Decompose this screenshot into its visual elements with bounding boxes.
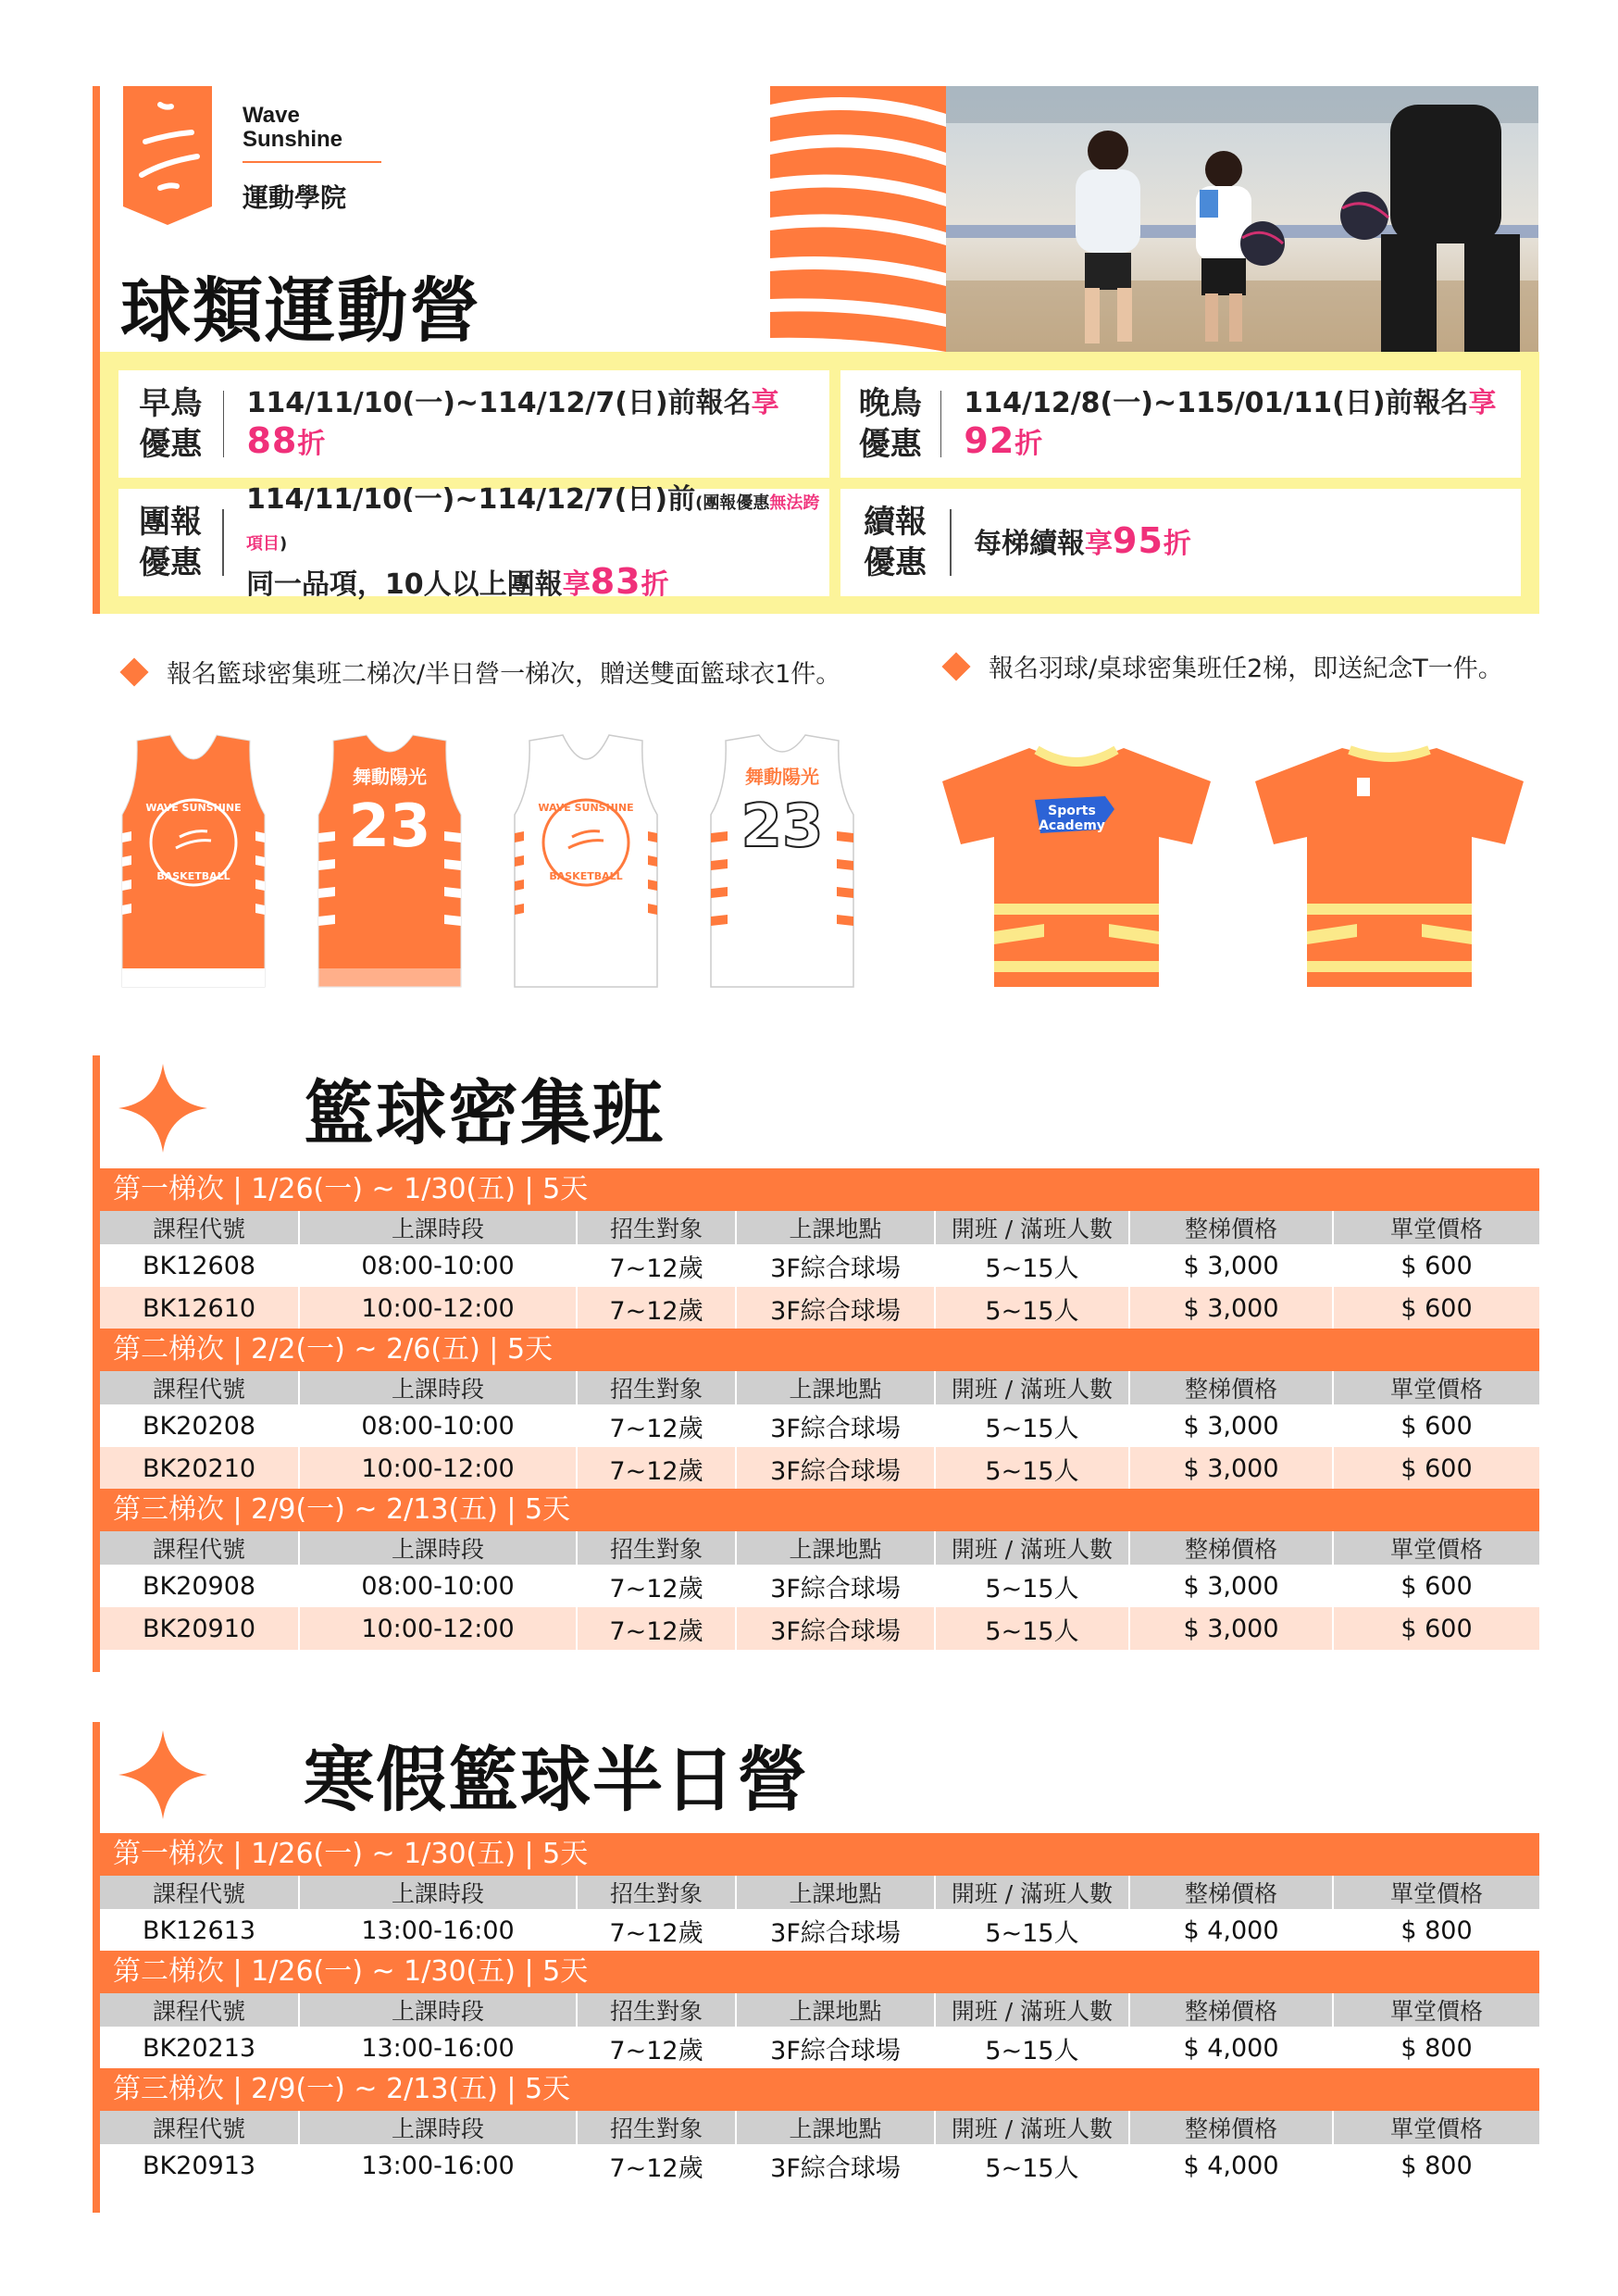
schedule-table: [100, 1211, 1539, 1329]
brand-name: [243, 104, 342, 152]
tshirt-text-line1: Sports: [1048, 804, 1096, 818]
table-cell: 7~12歲: [577, 2027, 736, 2069]
diamond-bullet-icon: [119, 657, 148, 686]
table-cell: $ 3,000: [1129, 1447, 1333, 1490]
table-cell: $ 3,000: [1129, 1565, 1333, 1607]
promo-group-note-close: ): [279, 534, 288, 554]
column-header: 上課地點: [736, 1993, 935, 2027]
column-header: 開班 / 滿班人數: [935, 1531, 1129, 1565]
table-cell: 3F綜合球場: [736, 2144, 935, 2187]
table-row: [100, 1287, 1539, 1329]
promo-group-dates: 114/11/10(一)~114/12/7(日)前: [245, 483, 696, 516]
table-cell: BK12610: [100, 1287, 299, 1329]
table-cell: 5~15人: [935, 1244, 1129, 1287]
promo-group-deal-number: 83: [590, 561, 641, 602]
section-accent-bar: [93, 1722, 100, 2213]
column-header: 開班 / 滿班人數: [935, 1371, 1129, 1404]
table-cell: 5~15人: [935, 1909, 1129, 1952]
table-cell: $ 600: [1333, 1244, 1539, 1287]
table-cell: 5~15人: [935, 1287, 1129, 1329]
gift-note-tshirt-text: 報名羽球/桌球密集班任2梯，即送紀念T一件。: [989, 655, 1503, 683]
column-header: 課程代號: [100, 1531, 299, 1565]
column-header: 整梯價格: [1129, 1993, 1333, 2027]
intensive-section-title: 籃球密集班: [304, 1072, 665, 1154]
column-header: 單堂價格: [1333, 1531, 1539, 1565]
table-cell: 13:00-16:00: [299, 1909, 577, 1952]
table-cell: 5~15人: [935, 1447, 1129, 1490]
promo-late-label-line1: 晚鳥: [858, 385, 922, 422]
brand-name-line1: Wave: [243, 103, 300, 128]
promo-late-bird: [840, 370, 1521, 478]
promo-divider: [222, 509, 224, 576]
table-cell: $ 4,000: [1129, 2027, 1333, 2069]
table-row: [100, 1244, 1539, 1287]
column-header: 上課地點: [736, 1876, 935, 1909]
promo-renew-text: [974, 522, 1191, 563]
table-cell: $ 800: [1333, 1909, 1539, 1952]
column-header: 上課時段: [299, 1876, 577, 1909]
jersey-number: 23: [741, 792, 824, 861]
halfday-section-title: 寒假籃球半日營: [304, 1739, 809, 1821]
intensive-section-heading: [118, 1057, 665, 1158]
table-header-row: [100, 1993, 1539, 2027]
wave-sunshine-logo: [123, 86, 212, 225]
column-header: 招生對象: [577, 1211, 736, 1244]
table-cell: 7~12歲: [577, 1909, 736, 1952]
table-header-row: [100, 1371, 1539, 1404]
column-header: 上課時段: [299, 1531, 577, 1565]
table-cell: 08:00-10:00: [299, 1404, 577, 1447]
schedule-table: [100, 1531, 1539, 1650]
table-cell: $ 4,000: [1129, 1909, 1333, 1952]
decorative-wave-pattern: [770, 86, 946, 352]
promo-group-note-open: (團報優惠: [695, 493, 770, 513]
promo-divider: [950, 509, 952, 576]
jersey-logo-bottom-text: BASKETBALL: [549, 870, 623, 882]
table-cell: 13:00-16:00: [299, 2027, 577, 2069]
table-cell: $ 600: [1333, 1404, 1539, 1447]
column-header: 上課時段: [299, 1993, 577, 2027]
jersey-white-back: [707, 731, 857, 991]
promo-group-label-line2: 優惠: [139, 544, 203, 581]
table-cell: $ 600: [1333, 1287, 1539, 1329]
column-header: 上課時段: [299, 1371, 577, 1404]
promo-renew-condition: 每梯續報: [974, 528, 1085, 560]
jersey-orange-front: [118, 731, 268, 991]
schedule-table: [100, 1371, 1539, 1490]
jersey-logo-top-text: WAVE SUNSHINE: [538, 802, 634, 814]
column-header: 整梯價格: [1129, 1876, 1333, 1909]
halfday-section-heading: [118, 1724, 809, 1825]
table-cell: $ 600: [1333, 1565, 1539, 1607]
table-cell: $ 600: [1333, 1607, 1539, 1650]
brand-divider: [243, 161, 381, 163]
promo-renew-label-line1: 續報: [864, 504, 927, 541]
promo-divider: [940, 391, 942, 457]
column-header: 上課時段: [299, 1211, 577, 1244]
table-row: [100, 1909, 1539, 1952]
promo-group-condition: 同一品項，10人以上團報: [245, 568, 563, 601]
promo-early-deal-suffix: 折: [297, 428, 326, 460]
table-cell: 10:00-12:00: [299, 1607, 577, 1650]
column-header: 整梯價格: [1129, 1531, 1333, 1565]
diamond-bullet-icon: [941, 652, 970, 680]
column-header: 招生對象: [577, 1371, 736, 1404]
promo-late-dates: 114/12/8(一)~115/01/11(日)前報名: [964, 387, 1469, 419]
table-cell: 5~15人: [935, 2144, 1129, 2187]
column-header: 開班 / 滿班人數: [935, 1211, 1129, 1244]
promo-renew-deal-prefix: 享: [1085, 528, 1113, 560]
table-cell: 7~12歲: [577, 1565, 736, 1607]
table-row: [100, 1404, 1539, 1447]
promo-early-label-line2: 優惠: [139, 426, 203, 463]
promo-late-label-line2: 優惠: [858, 426, 922, 463]
table-cell: 5~15人: [935, 1565, 1129, 1607]
promo-group-label-line1: 團報: [139, 504, 203, 541]
promo-renew-label: [840, 502, 950, 583]
promo-group-deal-suffix: 折: [641, 568, 669, 601]
promo-late-deal-suffix: 折: [1014, 428, 1043, 460]
promo-group-label: [118, 502, 222, 583]
table-cell: 3F綜合球場: [736, 1565, 935, 1607]
table-header-row: [100, 1876, 1539, 1909]
gift-note-basketball: [124, 654, 840, 690]
schedule-table: [100, 2111, 1539, 2187]
page-title: 球類運動營: [120, 269, 481, 352]
column-header: 開班 / 滿班人數: [935, 2111, 1129, 2144]
table-cell: BK20210: [100, 1447, 299, 1490]
column-header: 開班 / 滿班人數: [935, 1993, 1129, 2027]
table-cell: 7~12歲: [577, 2144, 736, 2187]
promo-early-label: [118, 383, 223, 465]
table-cell: $ 4,000: [1129, 2144, 1333, 2187]
table-cell: BK20213: [100, 2027, 299, 2069]
column-header: 單堂價格: [1333, 1211, 1539, 1244]
column-header: 上課地點: [736, 2111, 935, 2144]
table-row: [100, 1447, 1539, 1490]
promo-group-deal-prefix: 享: [562, 568, 591, 601]
promo-early-bird: [118, 370, 829, 478]
table-cell: $ 3,000: [1129, 1244, 1333, 1287]
batch-title-bar: 第二梯次 | 1/26(一) ~ 1/30(五) | 5天: [100, 1951, 1539, 1993]
table-cell: 3F綜合球場: [736, 1244, 935, 1287]
table-cell: 7~12歲: [577, 1447, 736, 1490]
promo-early-dates: 114/11/10(一)~114/12/7(日)前報名: [246, 387, 752, 419]
table-row: [100, 2027, 1539, 2069]
column-header: 上課地點: [736, 1531, 935, 1565]
table-cell: 3F綜合球場: [736, 1909, 935, 1952]
promo-group-line1: [246, 481, 829, 563]
table-header-row: [100, 2111, 1539, 2144]
table-cell: BK12608: [100, 1244, 299, 1287]
promo-late-text: [964, 385, 1521, 463]
table-row: [100, 1607, 1539, 1650]
promo-divider: [223, 391, 225, 457]
tshirt-back: [1246, 741, 1533, 991]
promo-group-note-highlight: 無法跨項目: [245, 493, 820, 554]
promo-late-label: [840, 383, 940, 465]
column-header: 課程代號: [100, 1993, 299, 2027]
column-header: 招生對象: [577, 1876, 736, 1909]
column-header: 整梯價格: [1129, 1211, 1333, 1244]
column-header: 單堂價格: [1333, 1371, 1539, 1404]
promo-renew-deal-number: 95: [1113, 520, 1164, 561]
table-row: [100, 1565, 1539, 1607]
table-cell: 08:00-10:00: [299, 1244, 577, 1287]
table-cell: 5~15人: [935, 2027, 1129, 2069]
promo-group-text: [246, 481, 829, 604]
jersey-chinese-name: 舞動陽光: [353, 766, 427, 788]
table-cell: $ 800: [1333, 2027, 1539, 2069]
schedule-table: [100, 1876, 1539, 1952]
table-cell: BK20208: [100, 1404, 299, 1447]
table-row: [100, 2144, 1539, 2187]
four-point-star-icon: [118, 1064, 207, 1153]
table-cell: 13:00-16:00: [299, 2144, 577, 2187]
jersey-logo-top-text: WAVE SUNSHINE: [145, 802, 242, 814]
header-accent-bar: [93, 86, 100, 614]
gift-note-tshirt: [946, 648, 1503, 684]
promo-group: [118, 483, 829, 602]
table-cell: 10:00-12:00: [299, 1447, 577, 1490]
jersey-number: 23: [348, 792, 431, 861]
table-cell: $ 600: [1333, 1447, 1539, 1490]
promo-late-deal-number: 92: [964, 420, 1015, 461]
batch-title-bar: 第一梯次 | 1/26(一) ~ 1/30(五) | 5天: [100, 1833, 1539, 1876]
jersey-white-front: [511, 731, 661, 991]
promo-late-deal-prefix: 享: [1468, 387, 1497, 419]
column-header: 課程代號: [100, 1371, 299, 1404]
table-cell: 7~12歲: [577, 1404, 736, 1447]
table-cell: 7~12歲: [577, 1607, 736, 1650]
table-cell: 3F綜合球場: [736, 2027, 935, 2069]
table-cell: 7~12歲: [577, 1287, 736, 1329]
column-header: 整梯價格: [1129, 2111, 1333, 2144]
table-cell: $ 800: [1333, 2144, 1539, 2187]
four-point-star-icon: [118, 1730, 207, 1819]
jersey-logo-bottom-text: BASKETBALL: [156, 870, 230, 882]
promo-renew-deal-suffix: 折: [1163, 528, 1191, 560]
column-header: 單堂價格: [1333, 1876, 1539, 1909]
gift-note-basketball-text: 報名籃球密集班二梯次/半日營一梯次，贈送雙面籃球衣1件。: [167, 660, 841, 689]
batch-title-bar: 第一梯次 | 1/26(一) ~ 1/30(五) | 5天: [100, 1168, 1539, 1211]
promo-renew: [840, 489, 1521, 596]
column-header: 上課時段: [299, 2111, 577, 2144]
batch-title-bar: 第三梯次 | 2/9(一) ~ 2/13(五) | 5天: [100, 2068, 1539, 2111]
table-cell: 3F綜合球場: [736, 1447, 935, 1490]
batch-title-bar: 第三梯次 | 2/9(一) ~ 2/13(五) | 5天: [100, 1489, 1539, 1531]
column-header: 課程代號: [100, 2111, 299, 2144]
table-cell: 7~12歲: [577, 1244, 736, 1287]
column-header: 上課地點: [736, 1211, 935, 1244]
jersey-orange-back: [315, 731, 465, 991]
table-cell: $ 3,000: [1129, 1287, 1333, 1329]
column-header: 開班 / 滿班人數: [935, 1876, 1129, 1909]
table-header-row: [100, 1531, 1539, 1565]
column-header: 招生對象: [577, 1531, 736, 1565]
table-header-row: [100, 1211, 1539, 1244]
promo-early-deal-number: 88: [246, 420, 298, 461]
column-header: 課程代號: [100, 1211, 299, 1244]
batch-title-bar: 第二梯次 | 2/2(一) ~ 2/6(五) | 5天: [100, 1329, 1539, 1371]
brand-name-line2: Sunshine: [243, 127, 343, 152]
table-cell: $ 3,000: [1129, 1404, 1333, 1447]
table-cell: BK20910: [100, 1607, 299, 1650]
promo-renew-label-line2: 優惠: [864, 544, 927, 581]
schedule-table: [100, 1993, 1539, 2069]
column-header: 上課地點: [736, 1371, 935, 1404]
table-cell: 3F綜合球場: [736, 1287, 935, 1329]
column-header: 單堂價格: [1333, 2111, 1539, 2144]
column-header: 招生對象: [577, 1993, 736, 2027]
column-header: 整梯價格: [1129, 1371, 1333, 1404]
promo-early-label-line1: 早鳥: [139, 385, 203, 422]
column-header: 招生對象: [577, 2111, 736, 2144]
tshirt-front: [933, 741, 1220, 991]
promo-early-deal-prefix: 享: [751, 387, 779, 419]
table-cell: 10:00-12:00: [299, 1287, 577, 1329]
table-cell: 5~15人: [935, 1404, 1129, 1447]
section-accent-bar: [93, 1055, 100, 1672]
table-cell: BK20908: [100, 1565, 299, 1607]
column-header: 單堂價格: [1333, 1993, 1539, 2027]
jersey-chinese-name: 舞動陽光: [745, 766, 819, 788]
table-cell: 5~15人: [935, 1607, 1129, 1650]
kids-basketball-photo: [946, 86, 1538, 352]
tshirt-text-line2: Academy: [1039, 818, 1105, 833]
table-cell: 3F綜合球場: [736, 1404, 935, 1447]
table-cell: 3F綜合球場: [736, 1607, 935, 1650]
promo-panel: [100, 352, 1539, 614]
table-cell: $ 3,000: [1129, 1607, 1333, 1650]
promo-early-text: [246, 385, 829, 463]
promo-group-line2: [246, 563, 829, 604]
table-cell: BK20913: [100, 2144, 299, 2187]
column-header: 課程代號: [100, 1876, 299, 1909]
table-cell: BK12613: [100, 1909, 299, 1952]
table-cell: 08:00-10:00: [299, 1565, 577, 1607]
brand-subtitle: 運動學院: [243, 182, 347, 213]
